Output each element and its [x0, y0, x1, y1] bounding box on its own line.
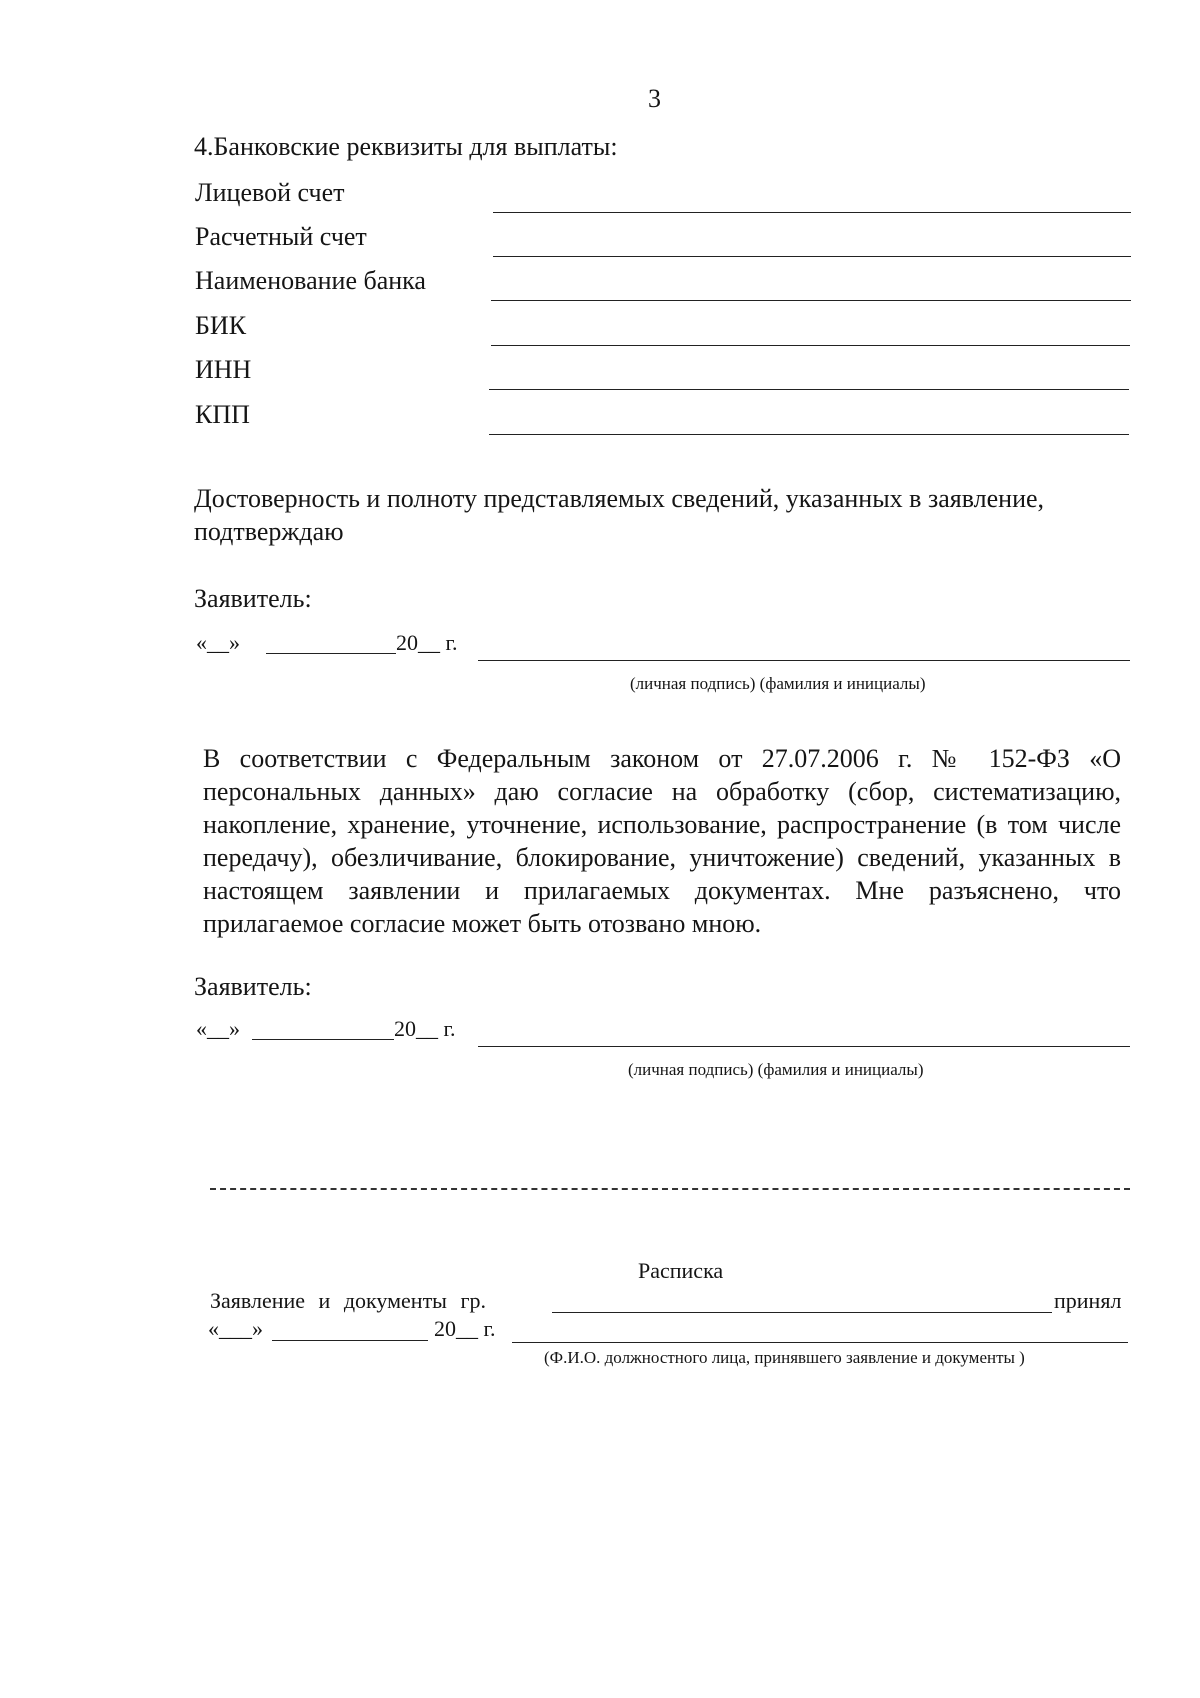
date-month-line-1[interactable] — [266, 653, 396, 654]
field-line-inn[interactable] — [489, 389, 1129, 390]
field-line-bik[interactable] — [491, 345, 1130, 346]
receipt-line-end: принял — [1054, 1288, 1122, 1313]
signature-line-2[interactable] — [478, 1046, 1130, 1047]
date-day-2[interactable]: «__» — [196, 1016, 240, 1041]
receipt-date-month-line[interactable] — [272, 1340, 428, 1341]
receipt-caption: (Ф.И.О. должностного лица, принявшего заявление и документы ) — [544, 1348, 1025, 1367]
page-number: 3 — [648, 84, 661, 113]
date-year-2[interactable]: 20__ г. — [394, 1016, 456, 1041]
applicant-label-1: Заявитель: — [194, 584, 312, 613]
confirmation-statement: Достоверность и полноту представляемых сведений, указанных в заявление, подтверждаю — [194, 484, 1045, 546]
receipt-date-day[interactable]: «___» — [208, 1316, 263, 1341]
field-line-personal-account[interactable] — [493, 212, 1131, 213]
signature-line-1[interactable] — [478, 660, 1130, 661]
bank-section-heading: 4.Банковские реквизиты для выплаты: — [194, 132, 618, 161]
personal-data-consent-text: В соответствии с Федеральным законом от 27.07.2006 г. № 152-ФЗ «О персональных данных» даю согласие на обработку (сбор, систематизацию, накопление, хранение, уточнение, использование, распространение (в том числе передачу), обезличивание, блокирование, уничтожение) сведений, указанных в настоящем заявлении и прилагаемых документах. Мне разъяснено, что прилагаемое согласие может быть отозвано мною. — [203, 744, 1121, 938]
field-label-inn: ИНН — [195, 355, 252, 384]
field-label-settlement-account: Расчетный счет — [195, 222, 367, 251]
field-label-bik: БИК — [195, 311, 247, 340]
field-line-kpp[interactable] — [489, 434, 1129, 435]
field-line-bank-name[interactable] — [491, 300, 1131, 301]
field-label-kpp: КПП — [195, 400, 250, 429]
receipt-official-name-line[interactable] — [512, 1342, 1128, 1343]
receipt-title: Расписка — [638, 1258, 724, 1283]
date-month-line-2[interactable] — [252, 1039, 394, 1040]
receipt-citizen-name-line[interactable] — [552, 1312, 1052, 1313]
field-label-bank-name: Наименование банка — [195, 266, 426, 295]
signature-caption-1: (личная подпись) (фамилия и инициалы) — [630, 674, 926, 693]
receipt-date-year[interactable]: 20__ г. — [434, 1316, 496, 1341]
field-label-personal-account: Лицевой счет — [195, 178, 345, 207]
signature-caption-2: (личная подпись) (фамилия и инициалы) — [628, 1060, 924, 1079]
applicant-label-2: Заявитель: — [194, 972, 312, 1001]
cut-line-divider — [210, 1188, 1130, 1190]
field-line-settlement-account[interactable] — [493, 256, 1131, 257]
date-day-1[interactable]: «__» — [196, 630, 240, 655]
receipt-line-start: Заявление и документы гр. — [210, 1288, 486, 1313]
date-year-1[interactable]: 20__ г. — [396, 630, 458, 655]
